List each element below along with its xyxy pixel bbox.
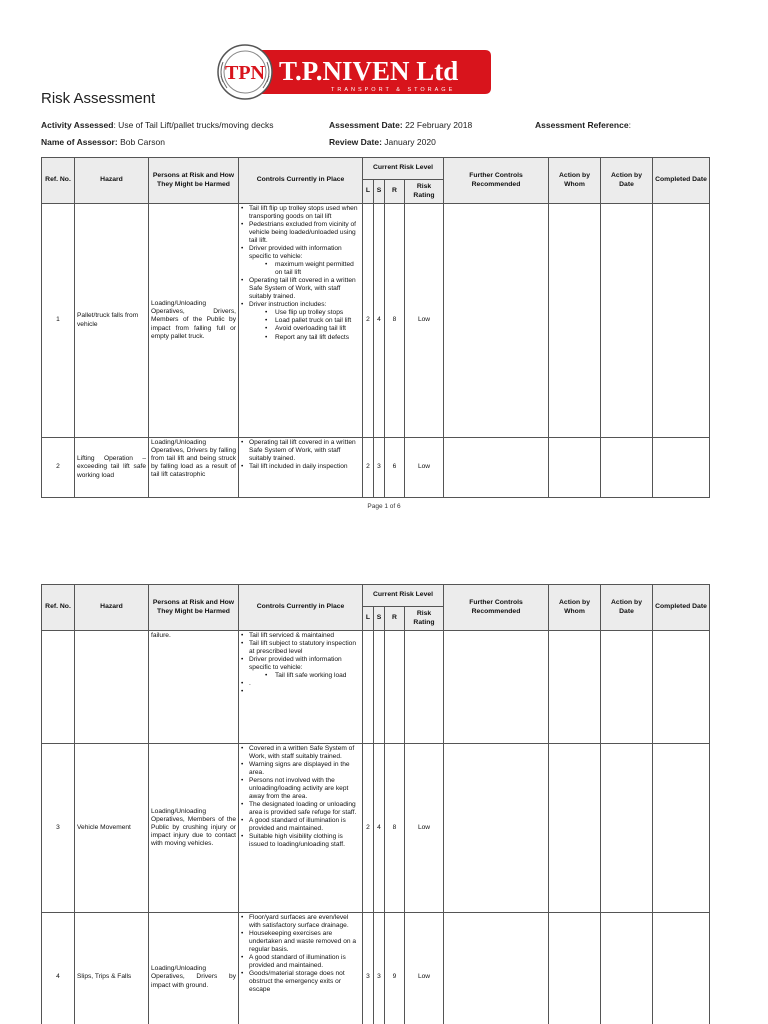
header-action-whom: Action by Whom [549, 585, 601, 631]
logo-tagline: TRANSPORT & STORAGE [331, 87, 456, 93]
row-controls [239, 438, 363, 498]
control-subitem: • Tail lift safe working load [265, 672, 360, 680]
row-r: 9 [385, 913, 405, 1024]
row-r: 8 [385, 744, 405, 913]
control-item: • Floor/yard surfaces are even/level with satisfactory surface drainage. [241, 914, 360, 930]
row-action-date [601, 744, 653, 913]
control-subitem: • Report any tail lift defects [265, 334, 360, 342]
page-1-table-clip [0, 157, 768, 498]
row-controls [239, 204, 363, 438]
activity-value: : Use of Tail Lift/pallet trucks/moving decks [113, 120, 274, 130]
risk-table-page-1 [41, 157, 710, 498]
row-s: 3 [374, 913, 385, 1024]
row-rating: Low [405, 913, 444, 1024]
control-item: • Suitable high visibility clothing is issued to loading/unloading staff. [241, 833, 360, 849]
row-s: 4 [374, 744, 385, 913]
control-item: • Warning signs are displayed in the area. [241, 761, 360, 777]
row-action-date [601, 204, 653, 438]
row-hazard: Pallet/truck falls from vehicle [75, 204, 149, 438]
row-ref [42, 631, 75, 744]
header-further: Further Controls Recommended [444, 158, 549, 204]
row-action-whom [549, 204, 601, 438]
control-item: • Housekeeping exercises are undertaken and waste removed on a regular basis. [241, 930, 360, 954]
page-number: Page 1 of 6 [367, 503, 401, 510]
row-action-whom [549, 913, 601, 1024]
table-row [42, 913, 710, 1024]
row-hazard [75, 631, 149, 744]
assessment-date-value: 22 February 2018 [405, 120, 473, 130]
control-item: • Tail lift serviced & maintained [241, 632, 360, 640]
header-completed: Completed Date [653, 158, 710, 204]
control-item: • Persons not involved with the unloading/loading activity are kept away from the area. [241, 777, 360, 801]
row-rating: Low [405, 204, 444, 438]
row-completed [653, 744, 710, 913]
assessor-name [41, 137, 165, 147]
control-item: • Pedestrians excluded from vicinity of vehicle being loaded/unloaded using tail lift. [241, 221, 360, 245]
reference-value: : [628, 120, 631, 130]
header-further: Further Controls Recommended [444, 585, 549, 631]
row-action-date [601, 631, 653, 744]
logo-company-name: T.P.NIVEN Ltd [279, 56, 459, 86]
row-persons: Loading/Unloading Operatives, Drivers by impact with ground. [149, 913, 239, 1024]
assessor-label: Name of Assessor: [41, 137, 118, 147]
header-persons: Persons at Risk and How They Might be Harmed [149, 585, 239, 631]
header-action-date: Action by Date [601, 585, 653, 631]
row-rating: Low [405, 438, 444, 498]
table-row [42, 438, 710, 498]
row-further [444, 631, 549, 744]
row-completed [653, 438, 710, 498]
header-s: S [374, 607, 385, 631]
assessment-date-label: Assessment Date: [329, 120, 403, 130]
row-further [444, 913, 549, 1024]
row-action-whom [549, 631, 601, 744]
control-subitem: • Load pallet truck on tail lift [265, 317, 360, 325]
logo-monogram: TPN [225, 62, 265, 84]
review-label: Review Date: [329, 137, 382, 147]
activity-label: Activity Assessed [41, 120, 114, 130]
row-persons: failure. [149, 631, 239, 744]
header-rating: Risk Rating [405, 607, 444, 631]
control-item: • Covered in a written Safe System of Work, with staff suitably trained. [241, 745, 360, 761]
row-r: 8 [385, 204, 405, 438]
row-l: 2 [363, 744, 374, 913]
row-persons: Loading/Unloading Operatives, Drivers, Members of the Public by impact from falling full or empty pallet truck. [149, 204, 239, 438]
header-action-date: Action by Date [601, 158, 653, 204]
review-value: January 2020 [384, 137, 436, 147]
row-l: 2 [363, 438, 374, 498]
activity-assessed [41, 120, 273, 130]
header-current-risk: Current Risk Level [363, 158, 444, 180]
row-l: 3 [363, 913, 374, 1024]
assessor-value: Bob Carson [120, 137, 165, 147]
row-action-whom [549, 438, 601, 498]
header-persons: Persons at Risk and How They Might be Harmed [149, 158, 239, 204]
row-ref: 4 [42, 913, 75, 1024]
row-completed [653, 204, 710, 438]
header-controls: Controls Currently in Place [239, 585, 363, 631]
control-subitem: • Avoid overloading tail lift [265, 325, 360, 333]
header-l: L [363, 607, 374, 631]
row-action-whom [549, 744, 601, 913]
assessment-reference [535, 120, 631, 130]
control-item [241, 688, 360, 696]
row-action-date [601, 438, 653, 498]
control-item: • Operating tail lift covered in a written Safe System of Work, with staff suitably trained. [241, 277, 360, 301]
control-item: • Driver provided with information specific to vehicle: • maximum weight permitted on tail lift [241, 245, 360, 277]
row-r: 6 [385, 438, 405, 498]
header-ref: Ref. No. [42, 158, 75, 204]
review-date [329, 137, 436, 147]
row-controls [239, 913, 363, 1024]
row-further [444, 744, 549, 913]
header-s: S [374, 180, 385, 204]
header-rating: Risk Rating [405, 180, 444, 204]
assessment-date [329, 120, 472, 130]
table-row [42, 631, 710, 744]
control-item: • Goods/material storage does not obstruct the emergency exits or escape [241, 970, 360, 994]
reference-label: Assessment Reference [535, 120, 629, 130]
header-ref: Ref. No. [42, 585, 75, 631]
control-item: • Tail lift included in daily inspection [241, 463, 360, 471]
header-hazard: Hazard [75, 585, 149, 631]
control-item: • A good standard of illumination is provided and maintained. [241, 817, 360, 833]
row-rating: Low [405, 744, 444, 913]
row-controls [239, 744, 363, 913]
control-item: • A good standard of illumination is provided and maintained. [241, 954, 360, 970]
company-logo [213, 42, 493, 102]
control-item: • Driver instruction includes: • Use flip up trolley stops • Load pallet truck on tail lift • Avoid overloading tail lift • Report any tail lift defects [241, 301, 360, 341]
control-item: • The designated loading or unloading area is provided safe refuge for staff. [241, 801, 360, 817]
header-l: L [363, 180, 374, 204]
document-title: Risk Assessment [41, 90, 156, 107]
header-hazard: Hazard [75, 158, 149, 204]
risk-table-page-2 [41, 584, 710, 1024]
row-ref: 3 [42, 744, 75, 913]
row-s: 4 [374, 204, 385, 438]
control-subitem: • Use flip up trolley stops [265, 309, 360, 317]
header-completed: Completed Date [653, 585, 710, 631]
row-controls [239, 631, 363, 744]
row-s: 3 [374, 438, 385, 498]
row-further [444, 438, 549, 498]
row-ref: 1 [42, 204, 75, 438]
page-2-table-clip [0, 584, 768, 1024]
row-ref: 2 [42, 438, 75, 498]
row-hazard: Slips, Trips & Falls [75, 913, 149, 1024]
header-r: R [385, 180, 405, 204]
control-item: • . [241, 680, 360, 688]
row-persons: Loading/Unloading Operatives, Drivers by falling from tail lift and being struck by falling load as a result of tail lift catastrophic [149, 438, 239, 498]
row-action-date [601, 913, 653, 1024]
header-controls: Controls Currently in Place [239, 158, 363, 204]
header-current-risk: Current Risk Level [363, 585, 444, 607]
header-r: R [385, 607, 405, 631]
table-row [42, 744, 710, 913]
row-hazard: Lifting Operation – exceeding tail lift safe working load [75, 438, 149, 498]
row-further [444, 204, 549, 438]
row-hazard: Vehicle Movement [75, 744, 149, 913]
row-completed [653, 913, 710, 1024]
row-l: 2 [363, 204, 374, 438]
control-item: • Driver provided with information specific to vehicle: • Tail lift safe working load [241, 656, 360, 680]
control-item: • Tail lift subject to statutory inspection at prescribed level [241, 640, 360, 656]
header-action-whom: Action by Whom [549, 158, 601, 204]
control-subitem: • maximum weight permitted on tail lift [265, 261, 360, 277]
row-persons: Loading/Unloading Operatives, Members of the Public by crushing injury or impact injury due to contact with moving vehicles. [149, 744, 239, 913]
control-item: • Operating tail lift covered in a written Safe System of Work, with staff suitably trained. [241, 439, 360, 463]
control-item: • Tail lift flip up trolley stops used when transporting goods on tail lift [241, 205, 360, 221]
table-row [42, 204, 710, 438]
row-completed [653, 631, 710, 744]
